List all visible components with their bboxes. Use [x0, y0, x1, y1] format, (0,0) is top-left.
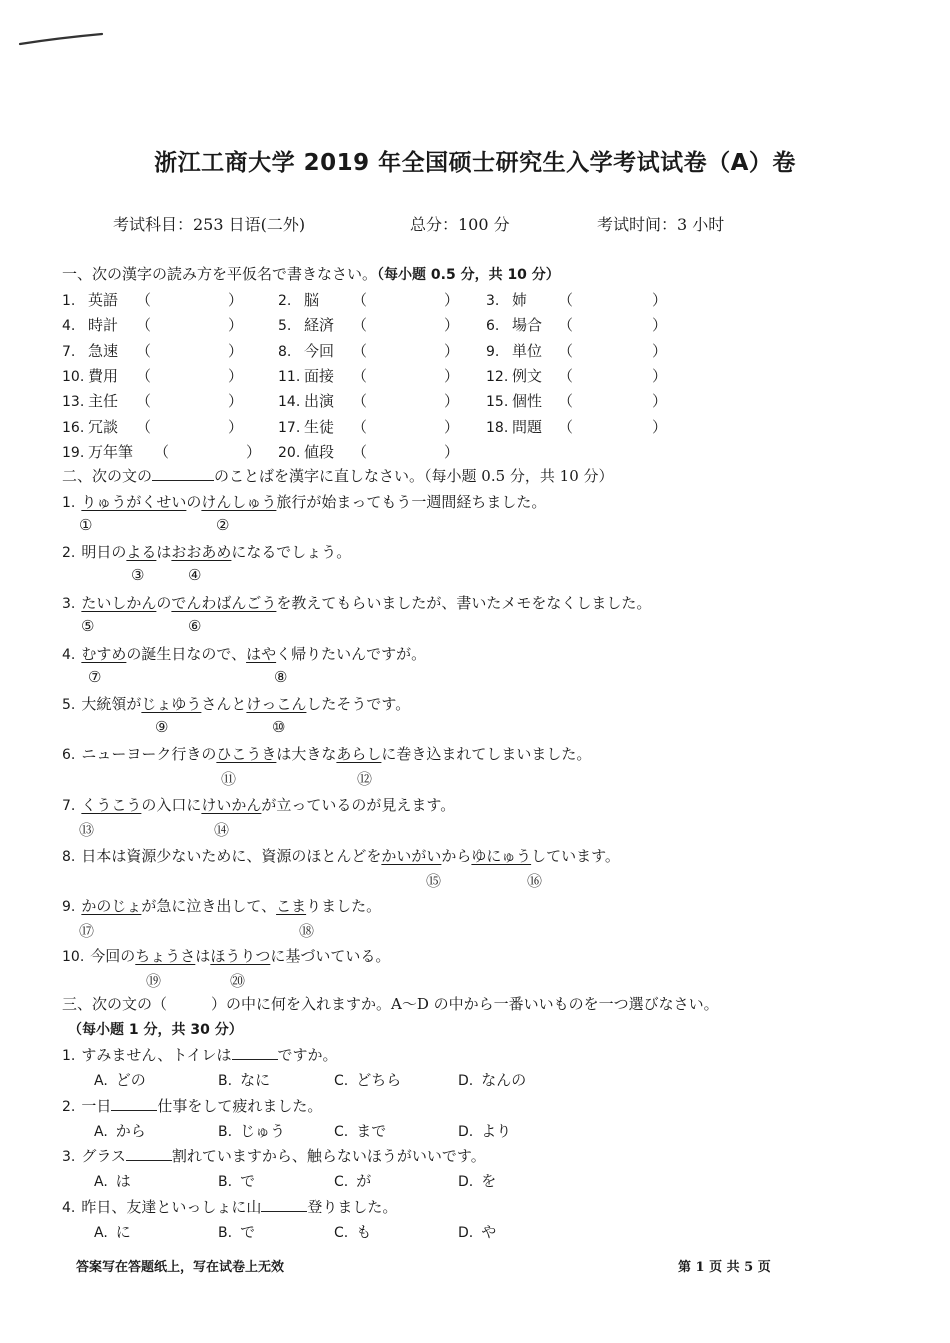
- sentence-text: 明日の: [81, 543, 127, 561]
- answer-paren-open: （: [136, 341, 152, 360]
- option-letter: A.: [94, 1123, 108, 1140]
- answer-paren-open: （: [136, 291, 152, 309]
- underlined-reading: ひこうき: [216, 745, 277, 763]
- question-text: 一日: [81, 1096, 112, 1115]
- underlined-reading: くうこう: [81, 796, 142, 814]
- circled-number: ⑯: [527, 872, 543, 890]
- answer-paren-close: ）: [652, 291, 668, 309]
- kanji-word: 経済: [304, 316, 335, 335]
- item-number: 4.: [62, 318, 76, 335]
- kanji-word: 生徒: [304, 417, 335, 436]
- sentence-number: 6.: [62, 747, 76, 763]
- answer-paren-close: ）: [228, 366, 244, 385]
- underlined-reading: むすめ: [81, 645, 127, 663]
- answer-paren-open: （: [352, 341, 368, 360]
- answer-option: [334, 1170, 371, 1191]
- circled-number: ⑳: [230, 972, 246, 990]
- circled-number: ①: [79, 516, 93, 534]
- kanji-word: 個性: [512, 392, 543, 411]
- sentence-text: が立っているのが見えます。: [261, 796, 456, 814]
- kanji-word: 万年筆: [88, 442, 134, 461]
- question-number: 2.: [62, 1098, 76, 1115]
- sentence-text: 旅行が始まってもう一週間経ちました。: [276, 493, 547, 511]
- sentence-2: [62, 541, 351, 562]
- option-letter: B.: [218, 1224, 233, 1241]
- kanji-word: 時計: [88, 316, 119, 335]
- circled-number: ⑰: [79, 922, 95, 940]
- option-text: じゅう: [240, 1121, 286, 1140]
- underlined-reading: りゅうがくせい: [81, 493, 187, 511]
- answer-option: [218, 1069, 270, 1090]
- sentence-4: [62, 643, 426, 664]
- item-number: 16.: [62, 419, 85, 436]
- question-number: 1.: [62, 1048, 76, 1064]
- underline-blank: [152, 466, 214, 481]
- pen-mark: [18, 30, 106, 48]
- answer-paren-open: （: [136, 417, 152, 436]
- question-text: 登りました。: [307, 1197, 398, 1216]
- sentence-text: の: [186, 493, 202, 511]
- answer-option: [94, 1069, 146, 1090]
- answer-paren-open: （: [558, 417, 574, 436]
- underlined-reading: たいしかん: [81, 594, 157, 612]
- underlined-reading: けんしゅう: [201, 493, 277, 511]
- kanji-word: 姉: [512, 291, 528, 309]
- kanji-word: 問題: [512, 417, 543, 436]
- item-number: 12.: [486, 368, 509, 385]
- question-4: [62, 1196, 397, 1217]
- sentence-10: [62, 945, 390, 966]
- circled-number: ⑨: [155, 718, 169, 736]
- option-letter: D.: [458, 1174, 474, 1190]
- option-text: より: [481, 1121, 512, 1140]
- sentence-text: を教えてもらいましたが、書いたメモをなくしました。: [276, 594, 652, 612]
- sentence-text: は: [156, 543, 172, 561]
- question-text: 割れていますから、触らないほうがいいです。: [171, 1147, 486, 1165]
- answer-paren-open: （: [558, 291, 574, 309]
- answer-option: [218, 1120, 285, 1141]
- underlined-reading: ゆにゅう: [471, 847, 532, 865]
- answer-paren-open: （: [136, 392, 152, 411]
- option-letter: A.: [94, 1174, 108, 1190]
- answer-paren-open: （: [352, 417, 368, 436]
- underlined-reading: はや: [246, 645, 277, 663]
- sentence-number: 10.: [62, 949, 85, 965]
- sentence-6: [62, 743, 591, 764]
- kanji-word: 単位: [512, 341, 543, 360]
- option-text: で: [240, 1172, 256, 1190]
- option-text: が: [356, 1172, 372, 1190]
- option-text: に: [115, 1222, 131, 1241]
- sentence-text: の誕生日なので、: [126, 645, 247, 663]
- circled-number: ⑧: [274, 668, 288, 686]
- sentence-number: 5.: [62, 697, 76, 713]
- circled-number: ④: [188, 566, 202, 584]
- answer-paren-close: ）: [228, 392, 244, 411]
- answer-option: [458, 1120, 511, 1141]
- item-number: 11.: [278, 368, 301, 385]
- underlined-reading: よる: [126, 543, 157, 561]
- answer-paren-close: ）: [444, 366, 460, 385]
- kanji-word: 費用: [88, 366, 119, 385]
- answer-paren-close: ）: [652, 341, 668, 360]
- page-number: 第 1 页 共 5 页: [678, 1260, 771, 1275]
- sentence-text: になるでしょう。: [231, 543, 352, 561]
- answer-option: [334, 1069, 401, 1090]
- sentence-text: したそうです。: [306, 695, 411, 713]
- item-number: 1.: [62, 293, 76, 309]
- option-text: から: [115, 1121, 146, 1140]
- item-number: 15.: [486, 394, 509, 411]
- underlined-reading: けっこん: [246, 695, 307, 713]
- answer-option: [94, 1221, 131, 1242]
- option-letter: B.: [218, 1174, 233, 1190]
- kanji-word: 場合: [512, 316, 543, 335]
- item-number: 5.: [278, 318, 292, 335]
- kanji-word: 英語: [88, 291, 119, 309]
- option-text: まで: [356, 1121, 387, 1140]
- sentence-number: 7.: [62, 798, 76, 814]
- option-letter: C.: [334, 1123, 349, 1140]
- sentence-9: [62, 895, 381, 916]
- sentence-text: から: [441, 847, 472, 865]
- answer-paren-open: （: [558, 341, 574, 360]
- sentence-text: 日本は資源少ないために、資源のほとんどを: [81, 847, 382, 865]
- underlined-reading: でんわばんごう: [171, 594, 277, 612]
- circled-number: ⑫: [357, 770, 373, 788]
- option-text: も: [356, 1222, 372, 1241]
- option-letter: B.: [218, 1123, 233, 1140]
- sentence-5: [62, 693, 410, 714]
- sentence-text: りました。: [306, 897, 382, 915]
- sentence-number: 2.: [62, 545, 76, 561]
- underlined-reading: かいがい: [381, 847, 442, 865]
- answer-paren-open: （: [558, 366, 574, 385]
- question-3: [62, 1145, 486, 1166]
- exam-duration: 考试时间：3 小时: [597, 215, 725, 234]
- sentence-1: [62, 491, 546, 512]
- answer-option: [334, 1221, 371, 1242]
- option-letter: B.: [218, 1073, 233, 1089]
- circled-number: ⑥: [188, 617, 202, 635]
- section1-heading: 一、次の漢字の読み方を平仮名で書きなさい。（每小题 0.5 分，共 10 分）: [62, 265, 560, 283]
- answer-paren-open: （: [352, 316, 368, 335]
- answer-paren-open: （: [558, 316, 574, 335]
- answer-paren-close: ）: [228, 341, 244, 360]
- item-number: 2.: [278, 293, 292, 309]
- sentence-text: に巻き込まれてしまいました。: [381, 745, 592, 763]
- answer-paren-open: （: [352, 392, 368, 411]
- option-letter: C.: [334, 1224, 349, 1241]
- underlined-reading: おおあめ: [171, 543, 232, 561]
- circled-number: ⑪: [221, 770, 237, 788]
- sentence-text: 今回の: [90, 947, 136, 965]
- section3-note: （每小题 1 分，共 30 分）: [68, 1022, 243, 1038]
- answer-option: [458, 1170, 496, 1191]
- circled-number: ⑲: [146, 972, 162, 990]
- answer-paren-close: ）: [652, 392, 668, 411]
- sentence-text: は: [195, 947, 211, 965]
- sentence-number: 4.: [62, 647, 76, 663]
- option-letter: C.: [334, 1174, 349, 1190]
- answer-paren-close: ）: [444, 291, 460, 309]
- question-text: 昨日、友達といっしょに山: [81, 1197, 262, 1216]
- exam-subject: 考试科目：253 日语(二外): [113, 215, 306, 234]
- kanji-word: 今回: [304, 341, 335, 360]
- answer-paren-close: ）: [228, 417, 244, 436]
- answer-option: [218, 1170, 255, 1191]
- item-number: 10.: [62, 368, 85, 385]
- option-text: なんの: [481, 1071, 527, 1089]
- option-text: は: [115, 1172, 131, 1190]
- answer-option: [94, 1170, 131, 1191]
- item-number: 6.: [486, 318, 500, 335]
- answer-paren-close: ）: [246, 442, 262, 461]
- sentence-text: に基づいている。: [270, 947, 391, 965]
- question-number: 4.: [62, 1199, 76, 1216]
- question-2: [62, 1095, 322, 1116]
- kanji-word: 出演: [304, 392, 335, 411]
- kanji-word: 値段: [304, 442, 335, 461]
- underlined-reading: かのじょ: [81, 897, 142, 915]
- answer-option: [458, 1221, 496, 1242]
- answer-paren-close: ）: [444, 417, 460, 436]
- answer-paren-open: （: [352, 442, 368, 461]
- kanji-word: 主任: [88, 392, 119, 411]
- item-number: 9.: [486, 343, 500, 360]
- sentence-text: 大統領が: [81, 695, 142, 713]
- sentence-text: さんと: [201, 695, 247, 713]
- answer-paren-open: （: [136, 366, 152, 385]
- underlined-reading: ちょうさ: [135, 947, 196, 965]
- item-number: 14.: [278, 394, 301, 411]
- option-text: や: [481, 1222, 497, 1241]
- option-letter: C.: [334, 1073, 349, 1089]
- answer-paren-open: （: [352, 366, 368, 385]
- circled-number: ⑮: [426, 872, 442, 890]
- sentence-text: しています。: [531, 847, 620, 865]
- sentence-7: [62, 794, 455, 815]
- item-number: 17.: [278, 419, 301, 436]
- sentence-8: [62, 845, 620, 866]
- exam-title: 浙江工商大学 2019 年全国硕士研究生入学考试试卷（A）卷: [154, 150, 796, 176]
- circled-number: ⑩: [272, 718, 286, 736]
- option-text: どちら: [356, 1071, 402, 1089]
- answer-option: [218, 1221, 255, 1242]
- answer-paren-close: ）: [228, 291, 244, 309]
- section2-heading: 二、次の文の のことばを漢字に直しなさい。（每小题 0.5 分，共 10 分）: [62, 467, 614, 485]
- question-text: グラス: [81, 1147, 126, 1165]
- footer-note: 答案写在答题纸上，写在试卷上无效: [76, 1260, 285, 1275]
- option-text: なに: [240, 1071, 271, 1089]
- item-number: 8.: [278, 343, 292, 360]
- answer-paren-close: ）: [652, 316, 668, 335]
- answer-option: [458, 1069, 526, 1090]
- item-number: 7.: [62, 343, 76, 360]
- sentence-text: ニューヨーク行きの: [81, 745, 217, 763]
- circled-number: ⑤: [81, 617, 95, 635]
- item-number: 18.: [486, 419, 509, 436]
- kanji-word: 冗談: [88, 417, 119, 436]
- option-letter: D.: [458, 1073, 474, 1089]
- answer-blank: [261, 1197, 307, 1212]
- sentence-number: 3.: [62, 596, 76, 612]
- answer-paren-open: （: [136, 316, 152, 335]
- option-text: どの: [115, 1071, 146, 1089]
- answer-paren-open: （: [558, 392, 574, 411]
- answer-paren-open: （: [352, 291, 368, 309]
- answer-paren-close: ）: [652, 366, 668, 385]
- option-letter: A.: [94, 1073, 108, 1089]
- answer-paren-close: ）: [444, 341, 460, 360]
- sentence-number: 8.: [62, 849, 76, 865]
- option-text: で: [240, 1222, 256, 1241]
- item-number: 20.: [278, 444, 301, 461]
- circled-number: ⑦: [88, 668, 102, 686]
- option-letter: D.: [458, 1224, 474, 1241]
- answer-blank: [111, 1096, 157, 1111]
- answer-paren-close: ）: [444, 316, 460, 335]
- item-number: 19.: [62, 444, 85, 461]
- sentence-text: の入口に: [141, 796, 202, 814]
- option-letter: A.: [94, 1224, 108, 1241]
- circled-number: ⑭: [214, 821, 230, 839]
- answer-paren-close: ）: [444, 392, 460, 411]
- circled-number: ③: [131, 566, 145, 584]
- sentence-text: の: [156, 594, 172, 612]
- underlined-reading: けいかん: [201, 796, 262, 814]
- question-number: 3.: [62, 1149, 76, 1165]
- sentence-3: [62, 592, 651, 613]
- sentence-text: く帰りたいんですが。: [276, 645, 427, 663]
- exam-total-score: 总分：100 分: [410, 215, 510, 234]
- answer-blank: [126, 1146, 172, 1161]
- underlined-reading: あらし: [336, 745, 382, 763]
- question-1: [62, 1044, 338, 1065]
- circled-number: ⑱: [299, 922, 315, 940]
- kanji-word: 面接: [304, 366, 335, 385]
- circled-number: ⑬: [79, 821, 95, 839]
- underlined-reading: じょゆう: [141, 695, 202, 713]
- answer-option: [94, 1120, 146, 1141]
- section3-heading: 三、次の文の（ ）の中に何を入れますか。A～D の中から一番いいものを一つ選びなさい。: [62, 995, 719, 1013]
- answer-paren-close: ）: [652, 417, 668, 436]
- answer-option: [334, 1120, 386, 1141]
- answer-paren-close: ）: [228, 316, 244, 335]
- answer-blank: [232, 1045, 278, 1060]
- item-number: 13.: [62, 394, 85, 411]
- kanji-word: 急速: [88, 341, 119, 360]
- sentence-number: 1.: [62, 495, 76, 511]
- question-text: 仕事をして疲れました。: [157, 1096, 323, 1115]
- kanji-word: 例文: [512, 366, 543, 385]
- answer-paren-open: （: [154, 442, 170, 461]
- question-text: ですか。: [277, 1046, 338, 1064]
- answer-paren-close: ）: [444, 442, 460, 461]
- sentence-text: が急に泣き出して、: [141, 897, 277, 915]
- underlined-reading: ほうりつ: [210, 947, 271, 965]
- circled-number: ②: [216, 516, 230, 534]
- kanji-word: 脳: [304, 291, 320, 309]
- option-letter: D.: [458, 1123, 474, 1140]
- sentence-number: 9.: [62, 899, 76, 915]
- option-text: を: [481, 1172, 497, 1190]
- underlined-reading: こま: [276, 897, 307, 915]
- sentence-text: は大きな: [276, 745, 337, 763]
- question-text: すみません、トイレは: [81, 1046, 232, 1064]
- item-number: 3.: [486, 293, 500, 309]
